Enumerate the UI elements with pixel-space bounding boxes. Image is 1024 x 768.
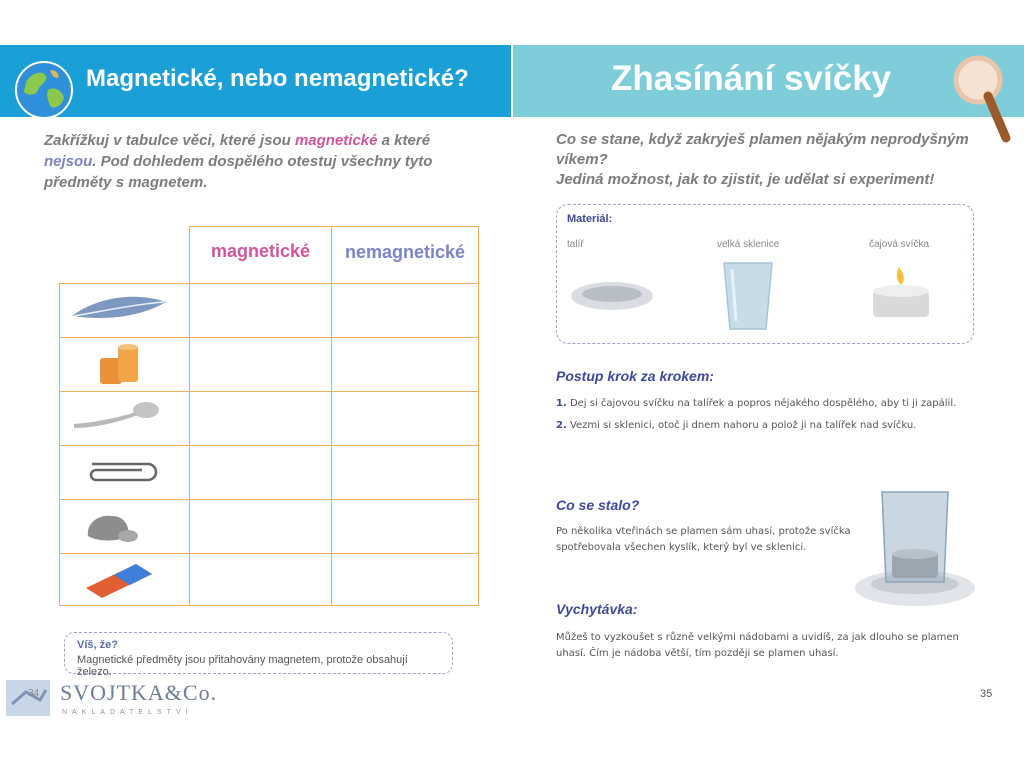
material-label-plate: talíř <box>567 239 584 250</box>
plate-icon <box>569 279 655 313</box>
material-box <box>556 204 974 344</box>
step-2 <box>556 420 916 431</box>
intro-text <box>44 130 484 193</box>
step-2-number: 2. <box>556 420 567 431</box>
material-label-glass: velká sklenice <box>717 239 780 250</box>
fact-body: Magnetické předměty jsou přitahovány magnetem, protože obsahují železo. <box>77 654 408 678</box>
table-row-nonmagnetic-cell[interactable] <box>331 283 479 338</box>
table-row-nonmagnetic-cell[interactable] <box>331 553 479 606</box>
step-2-text: Vezmi si sklenici, otoč ji dnem nahoru a polož ji na talířek nad svíčku. <box>569 420 917 431</box>
table-row-magnetic-cell[interactable] <box>189 337 332 392</box>
material-title: Materiál: <box>567 213 613 225</box>
table-row-nonmagnetic-cell[interactable] <box>331 499 479 554</box>
question-line2: Jediná možnost, jak to zjistit, je udělat si experiment! <box>556 171 935 188</box>
table-row-nonmagnetic-cell[interactable] <box>331 337 479 392</box>
step-1 <box>556 398 956 409</box>
fact-box <box>64 632 453 678</box>
steps-title: Postup krok za krokem: <box>556 368 714 384</box>
question-text <box>556 130 996 190</box>
column-header-nonmagnetic: nemagnetické <box>344 242 466 262</box>
tip-text: Můžeš to vyzkoušet s různě velkými nádobami a uvidíš, za jak dlouho se plamen uhasí. Čím je nádoba větší, tím později se plamen uhasí. <box>556 632 959 659</box>
left-page-header <box>0 45 511 117</box>
right-page-title: Zhasínání svíčky <box>611 59 892 98</box>
table-row-magnetic-cell[interactable] <box>189 391 332 446</box>
intro-magnetic-word: magnetické <box>294 132 378 149</box>
intro-part2: a které <box>377 132 431 149</box>
table-row-magnetic-cell[interactable] <box>189 553 332 606</box>
intro-part1: Zakřížkuj v tabulce věci, které jsou <box>44 132 295 149</box>
publisher-name: SVOJTKA&Co. <box>60 680 218 705</box>
tealight-icon <box>869 265 933 323</box>
step-1-text: Dej si čajovou svíčku na talířek a popros nějakého dospělého, aby ti ji zapálil. <box>569 398 957 409</box>
table-row-magnetic-cell[interactable] <box>189 445 332 500</box>
right-page-header <box>513 45 1024 117</box>
table-row-nonmagnetic-cell[interactable] <box>331 445 479 500</box>
question-line1: Co se stane, když zakryješ plamen nějakým neprodyšným víkem? <box>556 131 969 168</box>
result-title: Co se stalo? <box>556 497 640 513</box>
paperclip-icon <box>78 458 158 488</box>
fact-title: Víš, že? <box>77 639 118 651</box>
publisher-sub: NAKLADATELSTVÍ <box>62 709 193 716</box>
intro-part3: . Pod dohledem dospělého otestuj všechny tyto předměty s magnetem. <box>44 153 433 191</box>
left-page-title: Magnetické, nebo nemagnetické? <box>86 65 469 92</box>
globe-icon <box>14 60 74 120</box>
stone-icon <box>84 506 142 546</box>
table-row-magnetic-cell[interactable] <box>189 283 332 338</box>
column-header-magnetic: magnetické <box>210 241 311 261</box>
covered-candle-icon <box>852 488 978 612</box>
publisher-logo <box>6 680 218 720</box>
spoon-icon <box>70 398 162 432</box>
table-row-magnetic-cell[interactable] <box>189 499 332 554</box>
feather-icon <box>68 290 172 330</box>
cork-icon <box>96 342 144 386</box>
eraser-icon <box>80 556 160 602</box>
result-text: Po několika vteřinách se plamen sám uhasí, protože svíčka spotřebovala všechen kyslík, který byl ve sklenici. <box>556 526 851 553</box>
tip-title: Vychytávka: <box>556 601 638 617</box>
material-label-candle: čajová svíčka <box>869 239 930 250</box>
glass-icon <box>722 261 774 331</box>
step-1-number: 1. <box>556 398 567 409</box>
page-number-left: 34 <box>28 688 40 699</box>
page-number-right: 35 <box>980 688 993 700</box>
table-row-nonmagnetic-cell[interactable] <box>331 391 479 446</box>
intro-nonmagnetic-word: nejsou <box>44 153 93 170</box>
